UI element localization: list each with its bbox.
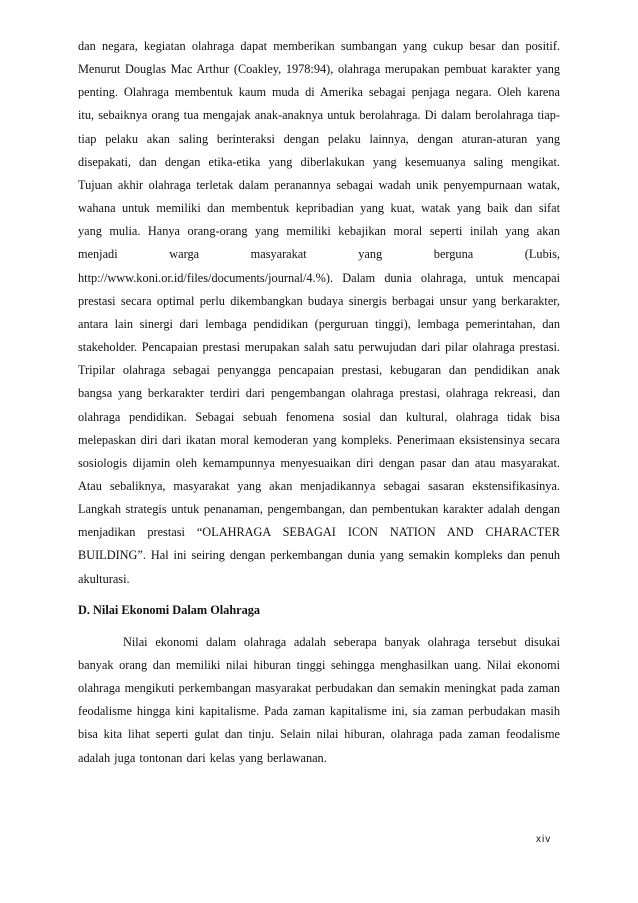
body-paragraph-2: Nilai ekonomi dalam olahraga adalah seberapa banyak olahraga tersebut disukai banyak orang dan memiliki nilai hiburan tinggi sehingga menghasilkan uang. Nilai ekonomi olahraga mengikuti perkembangan masyarakat perbudakan dan semakin meningkat pada zaman feodalisme hingga kini kapitalisme. Pada zaman kapitalisme ini, sia zaman perbudakan masih bisa kita lihat seperti gulat dan tinju. Selain nilai hiburan, olahraga pada zaman feodalisme adalah juga tontonan dari kelas yang berlawanan. xyxy=(78,634,560,765)
page-number: xiv xyxy=(536,834,552,845)
page-content xyxy=(78,35,560,770)
body-paragraph-1: dan negara, kegiatan olahraga dapat memberikan sumbangan yang cukup besar dan positif. Menurut Douglas Mac Arthur (Coakley, 1978:94), olahraga merupakan pembuat karakter yang penting. Olahraga membentuk kaum muda di Amerika sebagai penjaga negara. Oleh karena itu, sebaiknya orang tua mengajak anak-anaknya untuk berolahraga. Di dalam berolahraga tiap-tiap pelaku akan saling berinteraksi dengan pelaku lainnya, dengan aturan-aturan yang disepakati, dan dengan etika-etika yang diberlakukan yang kesemuanya saling mengikat. Tujuan akhir olahraga terletak dalam peranannya sebagai wadah unik penyempurnaan watak, wahana untuk memiliki dan membentuk kepribadian yang kuat, watak yang baik dan sifat yang mulia. Hanya orang-orang yang memiliki kebajikan moral seperti inilah yang akan menjadi warga masyarakat yang berguna (Lubis, http://www.koni.or.id/files/documents/journal/4.%). Dalam dunia olahraga, untuk mencapai prestasi secara optimal perlu dikembangkan budaya sinergis berbagai unsur yang berkarakter, antara lain sinergi dari lembaga pendidikan (perguruan tinggi), lembaga pemerintahan, dan stakeholder. Pencapaian prestasi merupakan salah satu perwujudan dari pilar olahraga prestasi. Tripilar olahraga sebagai penyangga pencapaian prestasi, kebugaran dan pendidikan anak bangsa yang berkarakter terdiri dari pengembangan olahraga prestasi, olahraga rekreasi, dan olahraga pendidikan. Sebagai sebuah fenomena sosial dan kultural, olahraga tidak bisa melepaskan diri dari ikatan moral kemoderan yang kompleks. Penerimaan eksistensinya secara sosiologis dijamin oleh kemampunnya menyesuaikan diri dengan pasar dan atau masyarakat. Atau sebaliknya, masyarakat yang akan menjadikannya sebagai sasaran ekstensifikasinya. Langkah strategis untuk penanaman, pengembangan, dan pembentukan karakter adalah dengan menjadikan prestasi “OLAHRAGA SEBAGAI ICON NATION AND CHARACTER BUILDING”. Hal ini seiring dengan perkembangan dunia yang semakin kompleks dan penuh akulturasi. xyxy=(78,39,560,586)
section-heading: D. Nilai Ekonomi Dalam Olahraga xyxy=(78,602,261,617)
